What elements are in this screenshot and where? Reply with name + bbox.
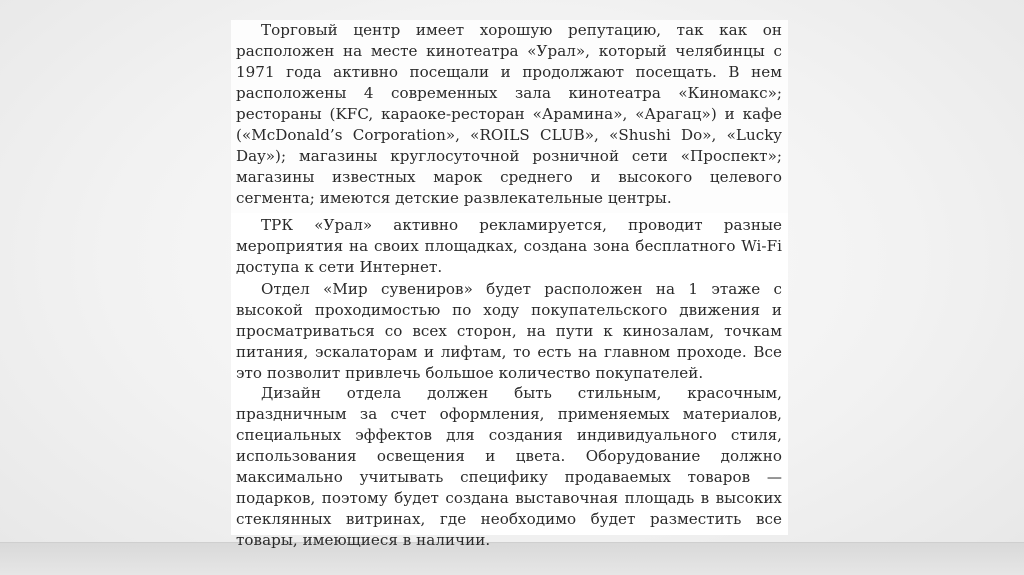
scanned-page	[231, 20, 788, 549]
paragraph-department-location: Отдел «Мир сувениров» будет расположен на 1 этаже с высокой проходимостью по ходу покупательского движения и просматриваться со всех сторон, на пути к кинозалам, точкам питания, эскалаторам и лифтам, то есть на главном проходе. Все это позволит привлечь большое количество покупателей.	[236, 280, 782, 382]
paragraph-shopping-center: Торговый центр имеет хорошую репутацию, так как он расположен на месте кинотеатра «Урал», который челябинцы с 1971 года активно посещали и продолжают посещать. В нем расположены 4 современных зала кинотеатра «Киномакс»; рестораны (KFC, караоке-ресторан «Арамина», «Арагац») и кафе («McDonald’s Corporation», «ROILS CLUB», «Shushi Do», «Lucky Day»); магазины круглосуточной розничной сети «Проспект»; магазины известных марок среднего и высокого целевого сегмента; имеются детские развлекательные центры.	[236, 21, 782, 207]
paragraph-department-design: Дизайн отдела должен быть стильным, красочным, праздничным за счет оформления, применяемых материалов, специальных эффектов для создания индивидуального стиля, использования освещения и цвета. Оборудование должно максимально учитывать специфику продаваемых товаров — подарков, поэтому будет создана выставочная площадь в высоких стеклянных витринах, где необходимо будет разместить все товары, имеющиеся в наличии.	[236, 384, 782, 549]
paragraph-advertising: ТРК «Урал» активно рекламируется, проводит разные мероприятия на своих площадках, создана зона бесплатного Wi-Fi доступа к сети Интернет.	[236, 216, 782, 276]
